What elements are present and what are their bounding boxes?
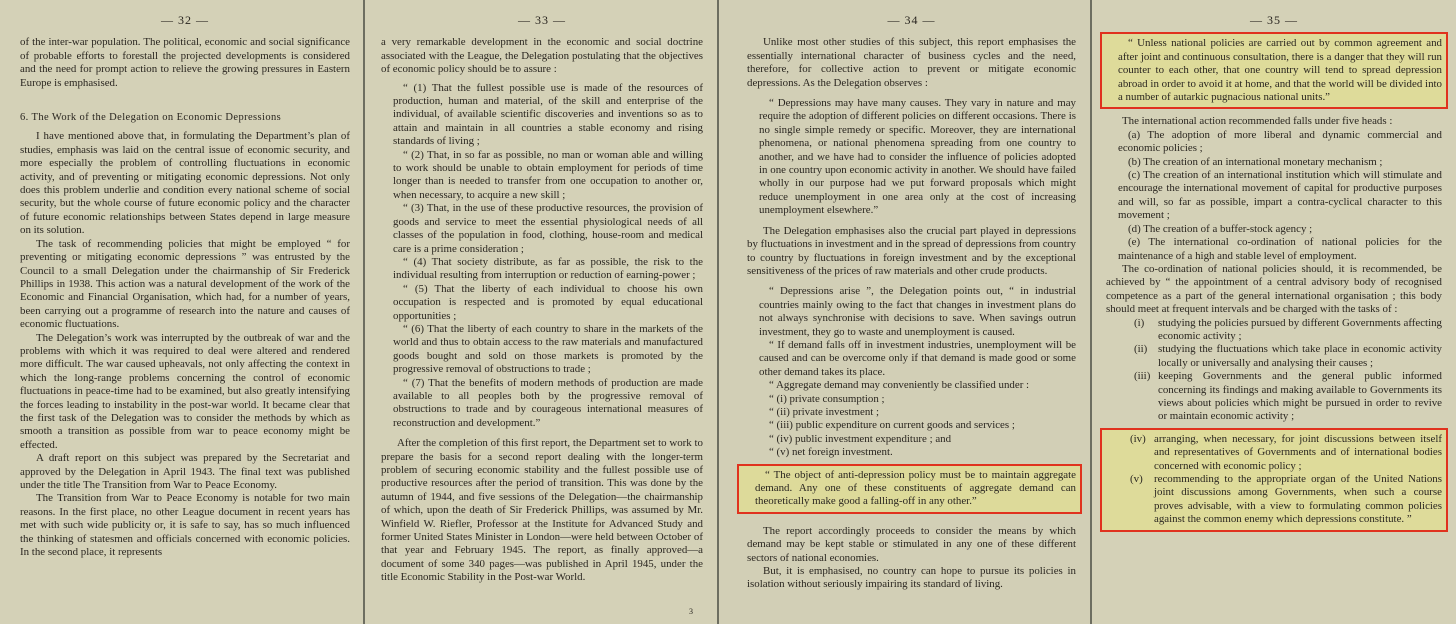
recommendation-item: (c) The creation of an international institution which will stimulate and encourage the international movement of capital for productive purposes and will, so far as possible, impart a contra-cyclical character to this movement ; [1118,169,1442,222]
task-text: recommending to the appropriate organ of the United Nations joint discussions among Governments, when such a course proves advisable, with a view to formulating common policies against the common enemy which depressions constitute. ” [1154,473,1442,526]
paragraph: But, it is emphasised, no country can hope to pursue its policies in isolation without seriously impairing its standard of living. [747,565,1076,591]
paragraph: The Delegation emphasises also the crucial part played in depressions by fluctuations in investment and in the spread of depressions from country to country by fluctuations in foreign investment and by the exceptional sensitiveness of the prices of raw materials and other crude products. [747,224,1076,277]
quotation: “ Depressions may have many causes. They vary in nature and may require the adoption of different policies on different occasions. There is no single simple remedy or specific. Moreover, they are international phenomena, or national phenomena spreading from one country to another, and we have had to consider the influence of policies adopted in one country upon economic activity in another. We should have failed wholly in our purpose had we put forward proposals which might reduce unemployment in one area only at the cost of increasing unemployment elsewhere.” [759,97,1076,217]
task-text: keeping Governments and the general public informed concerning its findings and making available to Governments its views about policies which might be pursued in order to revive or maintain economic activity ; [1158,370,1442,423]
task-text: studying the policies pursued by different Governments affecting economic activity ; [1158,316,1442,342]
paragraph: The co-ordination of national policies should, it is recommended, be achieved by “ the appointment of a central advisory body of recognised competence as a part of the general international organisation ; this body should meet at frequent intervals and be charged with the tasks of : [1106,262,1442,316]
objective-item: “ (7) That the benefits of modern methods of production are made available to all peoples both by the progressive removal of obstructions to trade and by courageous international measures of reconstruction and development.” [393,376,703,429]
task-label: (ii) [1134,343,1148,356]
page-footer-mark: 3 [689,606,693,616]
recommendation-item: (a) The adoption of more liberal and dynamic commercial and economic policies ; [1118,128,1442,155]
quotation: “ If demand falls off in investment industries, unemployment will be caused and can be overcome only if that demand is made good or some other demand takes its place. [759,338,1076,378]
page-number: — 35 — [1250,13,1298,27]
page-33 [365,0,717,624]
demand-item: “ (v) net foreign investment. [769,446,893,459]
highlight-box [1100,32,1448,109]
page-number: — 34 — [887,13,936,27]
paragraph: of the inter-war population. The political, economic and social significance of probable efforts to forestall the projected developments is considered and the need for prompt action to relieve the growing pressures in Eastern Europe is emphasised. [20,36,350,89]
paragraph: After the completion of this first report, the Department set to work to prepare the basis for a second report dealing with the longer-term problem of securing economic stability and the fullest possible use of productive resources after the period of transition. This was done by the autumn of 1944, and five sessions of the Delegation—the chairmanship of which, upon the death of Sir Frederick Phillips, was assumed by Mr. Winfield W. Riefler, Professor at the Institute for Advanced Study and former United States Minister in London—were held between October of that year and February 1945. The report, as finally approved—a document of some 340 pages—was published in April 1945, under the title Economic Stability in the Post-war World. [381,437,703,584]
demand-item: “ (iii) public expenditure on current goods and services ; [769,419,1015,432]
task-label: (iv) [1130,432,1146,445]
recommendation-item: (b) The creation of an international monetary mechanism ; [1128,155,1383,168]
task-label: (i) [1134,316,1145,329]
objective-item: “ (1) That the fullest possible use is made of the resources of production, human and material, of the skill and enterprise of the individual, of available scientific discoveries and inventions so as to attain and maintain in all countries a stable economy and rising standards of living ; [393,81,703,148]
task-item [1134,343,1442,370]
quotation: “ Unless national policies are carried out by common agreement and after joint and continuous consultation, there is a danger that they will run counter to each other, that one country will tend to spread depression abroad in order to avoid it at home, and that the world will be divided into a number of autarkic pugnacious national units.” [1118,37,1442,104]
objective-item: “ (5) That the liberty of each individual to choose his own occupation is respected and is promoted by equal educational opportunities ; [393,282,703,322]
task-list [1134,317,1442,424]
paragraph: a very remarkable development in the economic and social doctrine associated with the League, the Delegation postulating that the objectives of economic policy should be to assure : [381,36,703,76]
quotation: “ Depressions arise ”, the Delegation points out, “ in industrial countries mainly owing to the fact that changes in investment plans do not always synchronise with decisions to save. When savings outrun investment, they go to waste and unemployment is caused. [759,285,1076,338]
objective-item: “ (6) That the liberty of each country to share in the markets of the world and thus to obtain access to the raw materials and manufactured goods bought and sold on those markets is promoted by the progressive removal of obstructions to trade ; [393,322,703,376]
task-item [1130,473,1442,527]
page-35 [1092,0,1456,624]
recommendation-item: (d) The creation of a buffer-stock agency ; [1128,222,1313,235]
demand-item: “ (ii) private investment ; [769,405,880,418]
task-item [1130,433,1442,473]
paragraph: The task of recommending policies that might be employed “ for preventing or mitigating economic depressions ” was entrusted by the Council to a small Delegation under the chairmanship of Sir Frederick Phillips in 1938. This action was a natural development of the work of the Economic and Financial Organisation, which had, for a number of years, been carrying out a programme of research into the nature and causes of economic fluctuations. [20,237,350,331]
recommendation-item: (e) The international co-ordination of national policies for the maintenance of a high and stable level of employment. [1118,236,1442,262]
quotation: “ The object of anti-depression policy must be to maintain aggregate demand. Any one of these constituents of aggregate demand can theoretically make good a falling-off in any other.” [755,468,1076,508]
objective-item: “ (3) That, in the use of these productive resources, the provision of goods and service to meet the essential physiological needs of all classes of the population in food, clothing, house-room and medical care is a prime consideration ; [393,202,703,255]
page-number: — 32 — [161,13,209,27]
paragraph: I have mentioned above that, in formulating the Department’s plan of studies, emphasis was laid on the central issue of economic security, and more especially the problem of controlling fluctuations in economic activity, and of preventing or mitigating economic depressions. Not only does this problem underlie and condition every national scheme of social security, but the whole course of future economic policy and the character of future economic relationships between States depend in large measure on its solution. [20,130,350,237]
demand-item: “ (i) private consumption ; [769,392,885,405]
task-item [1134,317,1442,344]
task-item [1134,370,1442,424]
paragraph: Unlike most other studies of this subject, this report emphasises the essentially international character of business cycles and the need, therefore, for collective action to prevent or mitigate economic depressions. As the Delegation observes : [747,36,1076,89]
paragraph: A draft report on this subject was prepared by the Secretariat and approved by the Delegation in April 1943. The final text was published under the title The Transition from War to Peace Economy. [20,452,350,491]
paragraph: The report accordingly proceeds to consider the means by which demand may be kept stable or stimulated in any one of these different sectors of national economies. [747,524,1076,564]
paragraph: The Transition from War to Peace Economy is notable for two main reasons. In the first place, no other League document in recent years has met with such wide publicity or, it is safe to say, has so much influenced the thinking of statesmen and officials concerned with economic policies. In the second place, it represents [20,492,350,559]
demand-item: “ (iv) public investment expenditure ; and [769,432,952,445]
highlight-box [737,464,1082,514]
highlight-box [1100,428,1448,532]
section-heading: 6. The Work of the Delegation on Economic Depressions [20,112,282,124]
objective-item: “ (2) That, in so far as possible, no man or woman able and willing to work should be unable to obtain employment for periods of time longer than is needed to transfer from one occupation to another or, when necessary, to acquire a new skill ; [393,148,703,201]
task-label: (v) [1130,473,1143,485]
task-list [1130,433,1442,527]
objective-item: “ (4) That society distribute, as far as possible, the risk to the individual resulting from interruption or reduction of earning-power ; [393,255,703,282]
page-32 [0,0,363,624]
page-34 [719,0,1090,624]
quotation: “ Aggregate demand may conveniently be classified under : [769,379,1030,392]
paragraph: The international action recommended falls under five heads : [1122,115,1393,128]
task-text: arranging, when necessary, for joint discussions between itself and representatives of Governments and of international bodies concerned with economic policy ; [1154,432,1442,472]
task-text: studying the fluctuations which take place in economic activity locally or universally and analysing their causes ; [1158,343,1442,369]
paragraph: The Delegation’s work was interrupted by the outbreak of war and the problems with which it was required to deal were altered and rendered more difficult. The war caused upheavals, not only affecting the context in which the long-range problems concerning the control of economic fluctuations in peace-time had to be examined, but also greatly intensifying the forces leading to instability in the post-war world. It became clear that the first task of the Delegation was to consider the methods by which as smooth a transition as possible from war to peace economy might be effected. [20,331,350,451]
task-label: (iii) [1134,370,1151,383]
page-number: — 33 — [518,13,566,27]
